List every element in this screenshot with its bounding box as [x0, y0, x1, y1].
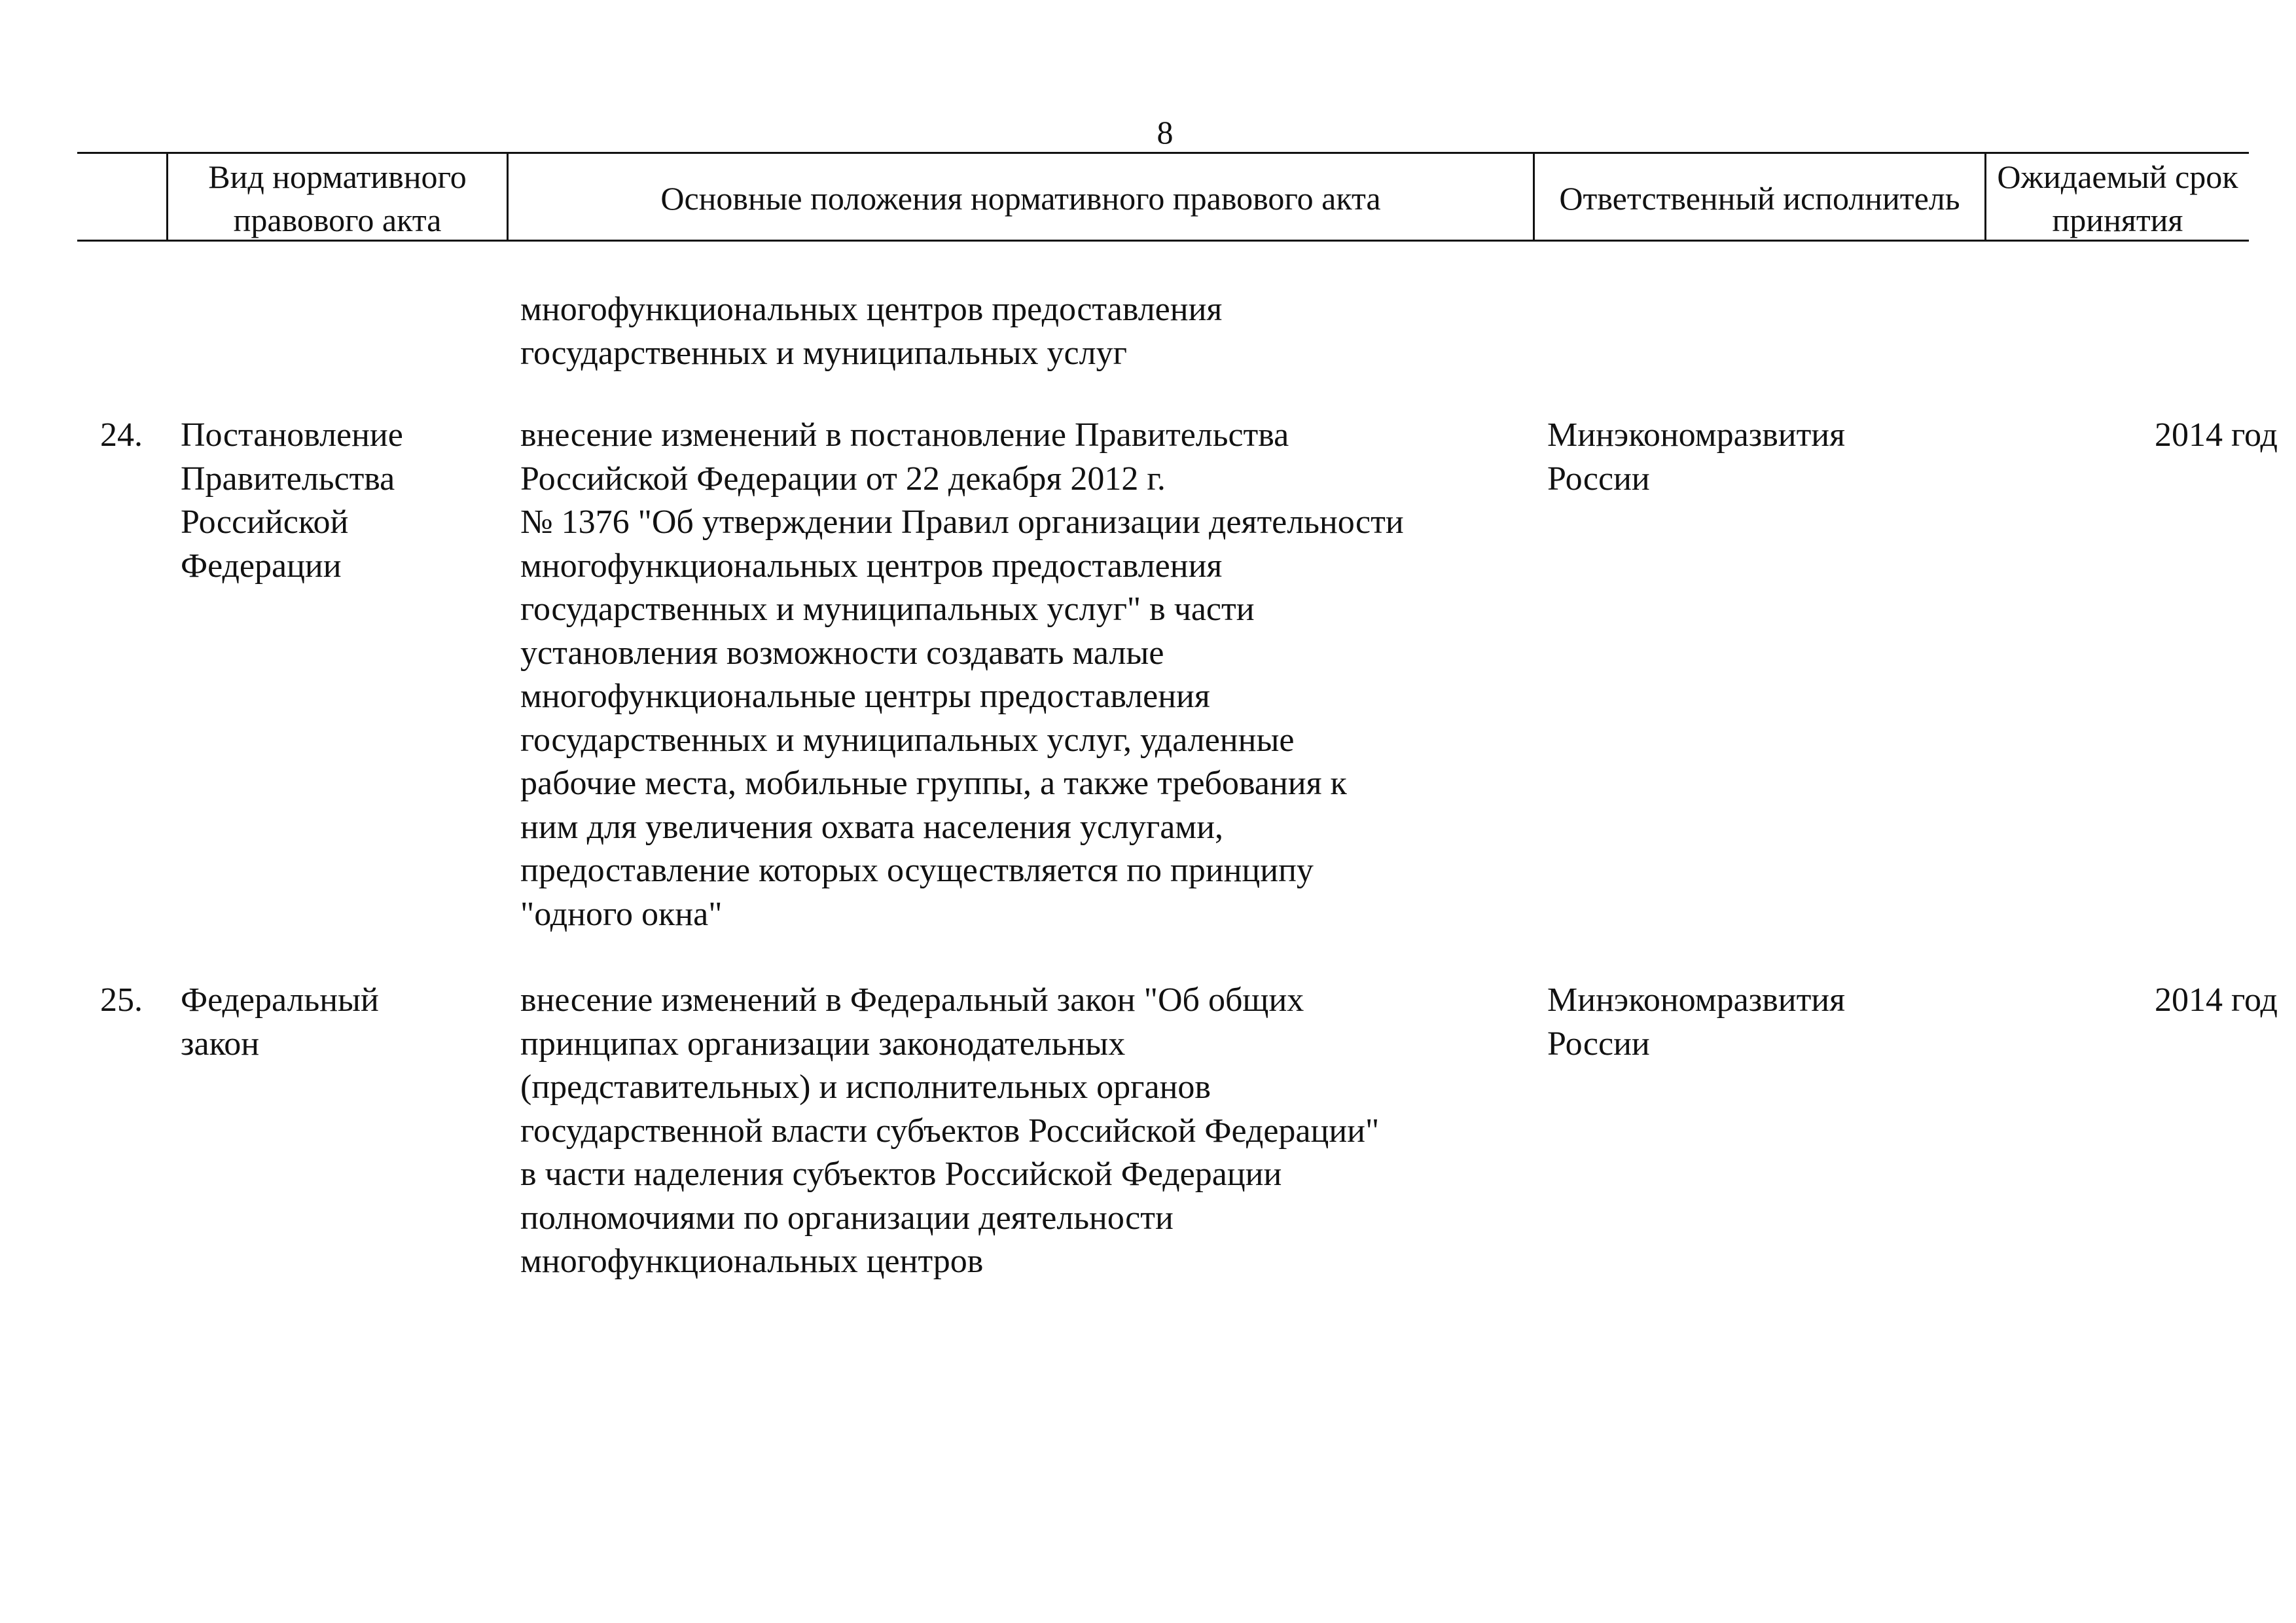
- header-kind: Вид нормативного правового акта: [208, 158, 467, 238]
- row-executor: Минэкономразвития России: [1547, 981, 1846, 1063]
- header-executor: Ответственный исполнитель: [1559, 180, 1960, 217]
- continuation-text: многофункциональных центров предоставления государственных и муниципальных услуг: [520, 291, 1223, 372]
- row-number: 25.: [100, 981, 143, 1019]
- row-provisions: внесение изменений в постановление Правительства Российской Федерации от 22 декабря 2012 г. № 1376 "Об утверждении Правил организации деятельности многофункциональных центров предоставления государственных и муниципальных услуг" в части установления возможности создавать малые многофункциональные центры предоставления государственных и муниципальных услуг, удаленные рабочие места, мобильные группы, а также требования к ним для увеличения охвата населения услугами, предоставление которых осуществляется по принципу "одного окна": [520, 416, 1404, 933]
- row-term: 2014 год: [2155, 416, 2278, 454]
- header-top-rule: [77, 152, 2249, 154]
- row-kind: Постановление Правительства Российской Федерации: [181, 416, 403, 585]
- header-provisions: Основные положения нормативного правового акта: [660, 180, 1381, 217]
- row-provisions: внесение изменений в Федеральный закон "Об общих принципах организации законодательных (представительных) и исполнительных органов государственной власти субъектов Российской Федерации" в части наделения субъектов Российской Федерации полномочиями по организации деятельности многофункциональных центров: [520, 981, 1380, 1280]
- row-executor: Минэкономразвития России: [1547, 416, 1846, 498]
- page-number: 8: [1157, 114, 1174, 151]
- header-number: [79, 156, 166, 241]
- row-number: 24.: [100, 416, 143, 454]
- header-term: Ожидаемый срок принятия: [1997, 158, 2238, 238]
- row-kind: Федеральный закон: [181, 981, 379, 1063]
- row-term: 2014 год: [2155, 981, 2278, 1019]
